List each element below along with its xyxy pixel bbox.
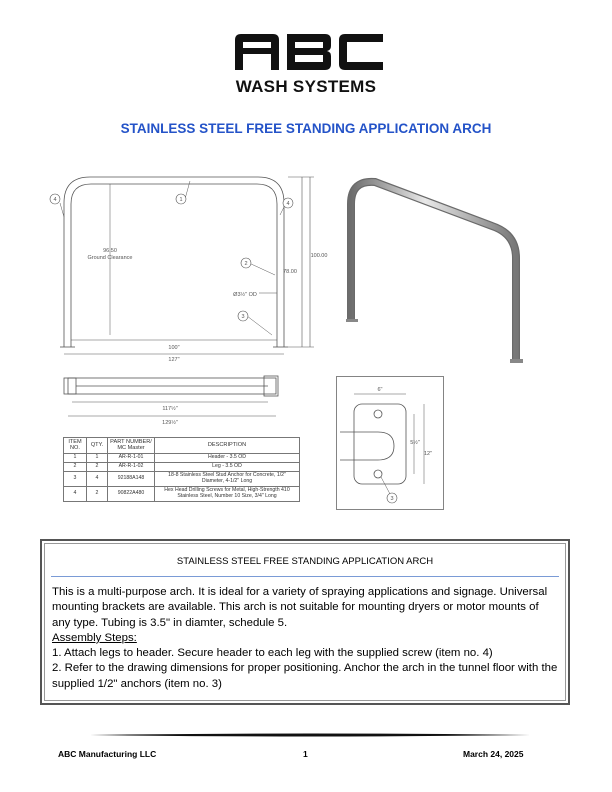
description-title: STAINLESS STEEL FREE STANDING APPLICATION ARCH <box>176 556 434 567</box>
header-qty: QTY. <box>87 438 108 454</box>
balloon-4-right: 4 <box>286 201 290 207</box>
header-description: DESCRIPTION <box>155 438 300 454</box>
cell-item: 3 <box>64 471 87 486</box>
table-row <box>64 486 300 501</box>
width-outer: 127" <box>168 357 180 363</box>
assembly-step-2: 2. Refer to the drawing dimensions for proper positioning. Anchor the arch in the tunnel floor with the supplied 1/2" anchors (item no. 3) <box>52 662 558 690</box>
description-box <box>40 539 570 705</box>
description-paragraph: This is a multi-purpose arch. It is ideal for a variety of spraying applications and signage. Universal mounting brackets are available. This arch is not suitable for mounting dryers or motor mounts of any type. Tubing is 3.5" in diamter, schedule 5. <box>52 586 548 629</box>
cell-part: AR-R-1-02 <box>108 462 155 471</box>
cell-desc: 18-8 Stainless Steel Stud Anchor for Concrete, 1/2" Diameter, 4-1/2" Long <box>155 471 300 486</box>
height-overall: 100.00 <box>310 253 328 259</box>
parts-table <box>63 437 300 502</box>
tube-od: Ø3½" OD <box>233 292 257 298</box>
footer-page-number: 1 <box>303 749 308 759</box>
clearance-value: 96.50 <box>103 248 117 254</box>
cell-qty: 2 <box>87 462 108 471</box>
cell-qty: 1 <box>87 453 108 462</box>
front-view-drawing <box>40 165 330 365</box>
height-inner: 78.00 <box>283 269 297 275</box>
width-inner: 100" <box>168 345 180 351</box>
detail-view-drawing <box>336 376 444 510</box>
cell-part: 90822A480 <box>108 486 155 501</box>
table-row <box>64 462 300 471</box>
logo-subtitle: WASH SYSTEMS <box>235 77 377 96</box>
table-row <box>64 453 300 462</box>
cell-item: 4 <box>64 486 87 501</box>
abc-logo <box>233 32 385 70</box>
footer-company: ABC Manufacturing LLC <box>58 749 157 759</box>
cell-part: 92188A148 <box>108 471 155 486</box>
parts-table-header <box>64 438 300 454</box>
balloon-3: 3 <box>241 314 245 320</box>
detail-width: 6" <box>377 387 383 393</box>
header-item-no: ITEM NO. <box>64 438 87 454</box>
description-body <box>52 585 559 692</box>
detail-hole-spacing: 5½" <box>410 440 420 446</box>
balloon-4-left: 4 <box>53 197 57 203</box>
top-width-inner: 117½" <box>162 406 178 412</box>
balloon-2: 2 <box>244 261 248 267</box>
assembly-steps-heading: Assembly Steps: <box>52 631 137 644</box>
assembly-step-1: 1. Attach legs to header. Secure header to each leg with the supplied screw (item no. 4) <box>52 647 493 660</box>
table-row <box>64 471 300 486</box>
cell-item: 1 <box>64 453 87 462</box>
clearance-label: Ground Clearance <box>87 255 133 261</box>
header-part-number: PART NUMBER/ MC Master <box>108 438 155 454</box>
cell-item: 2 <box>64 462 87 471</box>
cell-desc: Leg - 3.5 OD <box>155 462 300 471</box>
description-inner-frame <box>44 543 566 701</box>
detail-balloon-3: 3 <box>390 496 394 502</box>
cell-qty: 2 <box>87 486 108 501</box>
description-divider <box>51 576 559 577</box>
arch-rendering <box>340 172 540 372</box>
detail-height: 12" <box>423 451 433 457</box>
top-width-outer: 129½" <box>162 420 178 426</box>
cell-qty: 4 <box>87 471 108 486</box>
balloon-1: 1 <box>179 197 183 203</box>
cell-desc: Hex Head Drilling Screws for Metal, High-Strength 410 Stainless Steel, Number 10 Size, 3/4" Long <box>155 486 300 501</box>
document-title: STAINLESS STEEL FREE STANDING APPLICATION ARCH <box>120 121 492 136</box>
cell-desc: Header - 3.5 OD <box>155 453 300 462</box>
cell-part: AR-R-1-01 <box>108 453 155 462</box>
footer-divider <box>90 733 530 737</box>
footer-date: March 24, 2025 <box>463 749 524 759</box>
top-view-drawing <box>60 372 285 430</box>
